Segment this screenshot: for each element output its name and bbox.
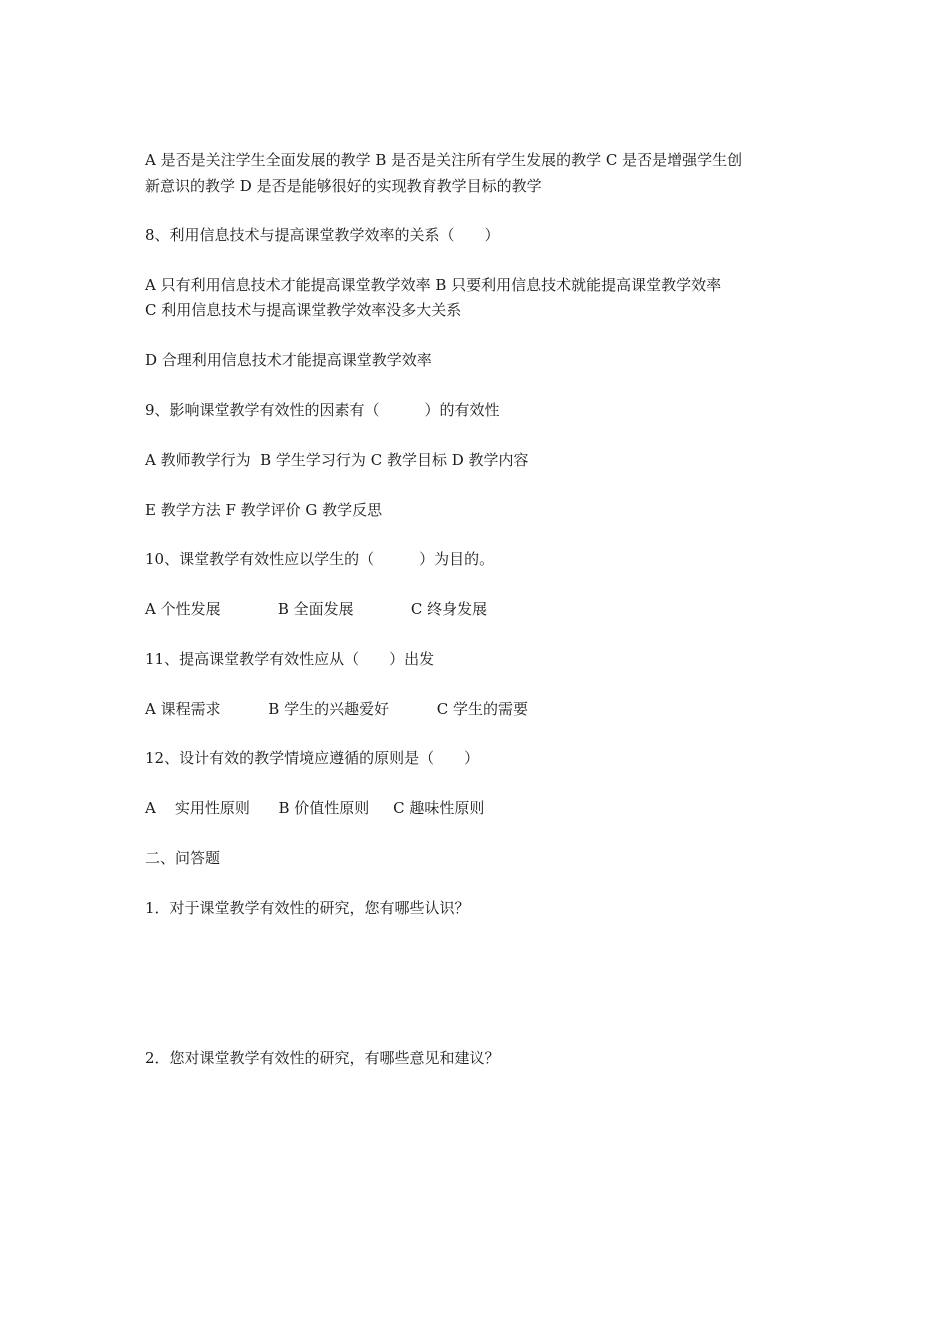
q8-option-d: D 合理利用信息技术才能提高课堂教学效率 (145, 351, 432, 369)
q11-options: A 课程需求 B 学生的兴趣爱好 C 学生的需要 (145, 700, 528, 718)
section-2-heading: 二、问答题 (145, 849, 221, 867)
essay-question-2: 2．您对课堂教学有效性的研究，有哪些意见和建议？ (145, 1049, 500, 1067)
q9-question: 9、影响课堂教学有效性的因素有（ ）的有效性 (145, 401, 500, 419)
q7-options-line-1: A 是否是关注学生全面发展的教学 B 是否是关注所有学生发展的教学 C 是否是增强学生创 (145, 151, 743, 169)
q8-options-line-2: C 利用信息技术与提高课堂教学效率没多大关系 (145, 301, 462, 319)
q9-options-line-1: A 教师教学行为 B 学生学习行为 C 教学目标 D 教学内容 (145, 451, 529, 469)
q8-question: 8、利用信息技术与提高课堂教学效率的关系（ ） (145, 226, 500, 244)
q11-question: 11、提高课堂教学有效性应从（ ）出发 (145, 650, 435, 668)
q10-options: A 个性发展 B 全面发展 C 终身发展 (145, 600, 488, 618)
q9-options-line-2: E 教学方法 F 教学评价 G 教学反思 (145, 501, 383, 519)
q8-options-line-1: A 只有利用信息技术才能提高课堂教学效率 B 只要利用信息技术就能提高课堂教学效率 (145, 276, 722, 294)
q12-options: A 实用性原则 B 价值性原则 C 趣味性原则 (145, 799, 485, 817)
q7-options-line-2: 新意识的教学 D 是否是能够很好的实现教育教学目标的教学 (145, 177, 542, 195)
essay-question-1: 1．对于课堂教学有效性的研究，您有哪些认识？ (145, 899, 470, 917)
q10-question: 10、课堂教学有效性应以学生的（ ）为目的。 (145, 550, 495, 568)
q12-question: 12、设计有效的教学情境应遵循的原则是（ ） (145, 749, 480, 767)
